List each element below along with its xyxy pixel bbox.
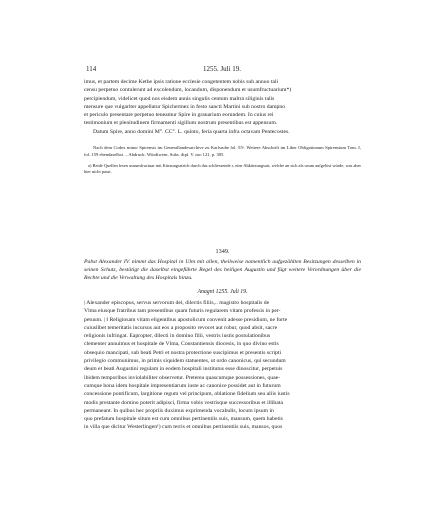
footnote-text: a) Beide Quellen lesen usuumfructuar mit Kürzungsstrich durch das schliessende r, eine Abkürzungsart, welche an sich als usum aufgelöst würde, was aber hier nicht passt. — [84, 163, 361, 175]
source-note-text: Nach dem Codex minor Spirensis im Generallandesarchive zu Karlsruhe fol. 55ᵃ. Weitere Abschrift im Liber Obligationum Spirensium Tom. I, fol. 159 ebendaselbst. – Abdruck: Würdtwein, Subs. dipl. V. nro 121, p. 305. — [84, 145, 361, 157]
text-line: privilegio communimus, in primis siquidem statuentes, ut ordo canonicus, qui secundum — [84, 358, 286, 365]
regest-text: Pabst Alexander IV. nimmt das Hospital in Ulm mit allen, theilweise namentlich aufgezählten Besitzungen desselben in seinen Schutz, bestätigt die daselbst eingeführte Regel des heiligen Augustin und fügt weitere Verordnungen über die Rechte und die Verwaltung des Hospitals hinzu. — [84, 259, 361, 282]
document-body — [84, 299, 361, 432]
text-line: et periculo presentare perpetuo teneamur Spire in granarium eorundem. In cuius rei — [84, 112, 274, 119]
page-header — [84, 64, 360, 74]
source-note — [84, 145, 361, 158]
text-line: cumque bona idem hospitale impresentiarum iuste ac canonice possidet aut in futurum — [84, 382, 281, 389]
text-line: quo prefatum hospitale situm est cum omnibus pertinentiis suis, mansum, quem habetis — [84, 416, 283, 423]
text-line: testimonium et plenitudinem firmamenti sigillum nostrum presentibus est appensum. — [84, 120, 278, 127]
text-line: | Alexander episcopus, servus servorum dei, dilectis filiis,.. magistro hospitalis de — [84, 300, 270, 306]
dateline: Anagni 1255. Juli 19. — [197, 289, 248, 295]
text-line: clementer annuimus et hospitale de Vlma, Constantiensis diocesis, in quo divino estis — [84, 341, 279, 348]
regest — [84, 258, 361, 283]
text-line: deum et beati Augustini regulam in eodem hospitali institutus esse dinoscitur, perpetuis — [84, 366, 283, 373]
text-line: modis prestante domino poterit adipisci, firma vobis vestrisque successoribus et illibata — [84, 399, 283, 406]
running-head: 1255. Juli 19. — [202, 65, 242, 73]
text-line: cuiuslibet temeritatis incursus aut eos a proposito revocet aut robur, quod absit, sacre — [84, 324, 278, 331]
page-number: 114 — [86, 65, 97, 73]
text-line: in villa que dicitur Westerlingen¹) cum terris et omnibus pertinentiis suis, mansos, quos — [84, 424, 283, 431]
text-line: ibidem temporibus inviolabiliter observetur. Preterea quascumque possessiones, quae- — [84, 374, 281, 381]
text-line: religionis infringat. Eapropter, dilecti in domino filii, vestris iustis postulationibus — [84, 333, 271, 340]
datum-line: Datum Spire, anno domini M°. CC°. L. quinto, feria quarta infra octavam Pentecostes. — [93, 128, 290, 135]
text-line: petuum. | ǁ Religiosam vitam eligentibus apostolicum convenit adesse presidium, ne forte — [84, 316, 288, 323]
text-line: censu perpetuo contulerunt ad excolendum, locandum, disponendum et usumfructuarium*) — [84, 87, 292, 94]
text-line: permaneant. In quibus hec propriis duximus exprimenda vocabulis, locum ipsum in — [84, 407, 274, 414]
text-line: percipiendum, videlicet quod nos eisdem annis singulis centum maltra siliginis talis — [84, 95, 275, 102]
previous-document-text — [84, 78, 361, 136]
document-number: 1349. — [215, 248, 230, 255]
text-line: mensure que vulgariter appellatur Spichermez in festo sancti Martini sub nostro dampno — [84, 103, 286, 110]
text-line: Vlma eiusque fratribus tam presentibus quam futuris regularem vitam professis in per- — [84, 308, 281, 315]
text-line: imus, et partem decime Kethe ipsis ratione ecclesie congetentem nobis sub annuo tali — [84, 79, 279, 85]
text-line: obsequio mancipati, sub beati Petri et nostra protectione suscipimus et presentis scripti — [84, 349, 282, 356]
text-line: concessione pontificum, largitione regum vel principum, oblatione fidelium seu aliis iustis — [84, 391, 290, 398]
footnote — [84, 163, 361, 176]
